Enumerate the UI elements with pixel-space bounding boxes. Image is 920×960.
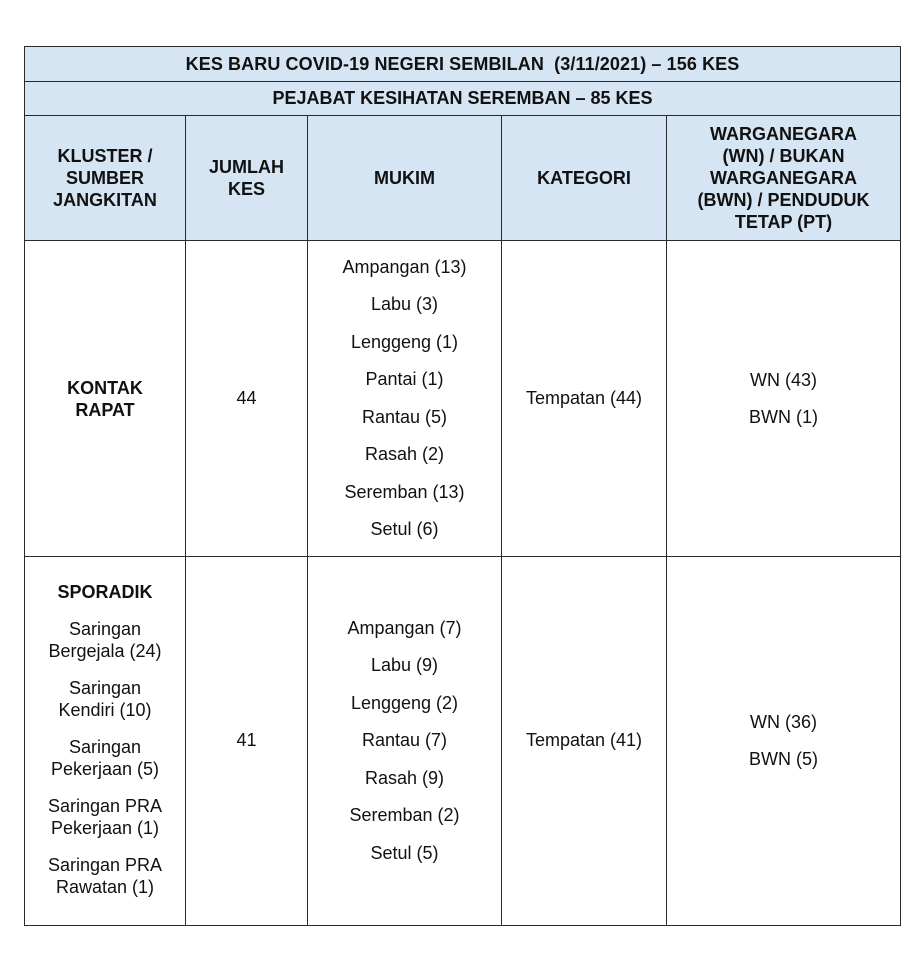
header-kategori: KATEGORI <box>502 116 667 241</box>
mukim-item: Lenggeng (1) <box>350 331 459 352</box>
kluster-item-line: Pekerjaan (5) <box>50 758 160 779</box>
mukim-cell <box>308 557 502 926</box>
table-subtitle: PEJABAT KESIHATAN SEREMBAN – 85 KES <box>25 82 901 116</box>
title-row <box>25 47 901 82</box>
mukim-item: Pantai (1) <box>365 369 444 389</box>
kluster-item <box>25 618 185 662</box>
mukim-item: Seremban (2) <box>349 805 460 826</box>
kluster-item-line: Kendiri (10) <box>58 699 152 720</box>
warganegara-item: WN (36) <box>750 712 817 732</box>
kluster-item-line: Saringan <box>68 677 142 698</box>
header-warganegara <box>667 116 901 241</box>
mukim-item: Ampangan (7) <box>347 617 462 638</box>
kluster-item-line: Bergejala (24) <box>48 640 162 661</box>
jumlah-cell: 41 <box>186 557 308 926</box>
kluster-cell <box>25 557 186 926</box>
header-warganegara-line: (WN) / BUKAN <box>722 146 845 166</box>
warganegara-item: WN (43) <box>750 369 817 390</box>
header-kluster-line: SUMBER <box>65 168 144 188</box>
mukim-item: Rasah (9) <box>364 767 445 788</box>
mukim-item: Rantau (5) <box>361 406 448 427</box>
kluster-line: RAPAT <box>75 399 135 420</box>
kluster-item-line: Saringan <box>68 618 142 639</box>
mukim-item: Labu (3) <box>370 294 439 314</box>
kluster-item <box>25 795 185 839</box>
kluster-item <box>25 736 185 780</box>
kluster-cell <box>25 241 186 557</box>
kluster-item-line: Saringan <box>68 736 142 757</box>
table-title: KES BARU COVID-19 NEGERI SEMBILAN (3/11/2021) – 156 KES <box>25 47 901 82</box>
warganegara-item: BWN (5) <box>749 749 818 769</box>
mukim-item: Setul (6) <box>370 519 439 539</box>
jumlah-cell: 44 <box>186 241 308 557</box>
header-warganegara-line: TETAP (PT) <box>734 212 833 232</box>
header-warganegara-line: WARGANEGARA <box>710 124 857 144</box>
kluster-line: KONTAK <box>67 377 143 398</box>
header-kluster <box>25 116 186 241</box>
covid-cases-table <box>24 46 901 926</box>
header-kluster-line: JANGKITAN <box>53 190 157 210</box>
warganegara-cell <box>667 241 901 557</box>
mukim-item: Seremban (13) <box>344 481 465 502</box>
mukim-item: Setul (5) <box>370 842 439 863</box>
kluster-item <box>25 677 185 721</box>
kluster-item-line: Saringan PRA <box>47 795 163 816</box>
kluster-item-line: Saringan PRA <box>47 854 163 875</box>
header-warganegara-line: WARGANEGARA <box>710 168 857 188</box>
mukim-item: Labu (9) <box>370 655 439 676</box>
mukim-cell <box>308 241 502 557</box>
table-row <box>25 557 901 926</box>
kategori-cell: Tempatan (41) <box>502 557 667 926</box>
mukim-item: Rantau (7) <box>361 730 448 751</box>
header-jumlah-line: JUMLAH <box>209 157 284 177</box>
column-header-row <box>25 116 901 241</box>
subtitle-row <box>25 82 901 116</box>
warganegara-item: BWN (1) <box>749 406 818 427</box>
warganegara-cell <box>667 557 901 926</box>
mukim-item: Lenggeng (2) <box>350 692 459 713</box>
kategori-cell: Tempatan (44) <box>502 241 667 557</box>
header-jumlah <box>186 116 308 241</box>
kluster-item-line: Pekerjaan (1) <box>50 817 160 838</box>
header-warganegara-line: (BWN) / PENDUDUK <box>697 190 870 210</box>
header-kluster-line: KLUSTER / <box>57 146 153 166</box>
mukim-item: Ampangan (13) <box>342 256 467 277</box>
kluster-item <box>25 854 185 898</box>
header-jumlah-line: KES <box>227 179 265 199</box>
mukim-item: Rasah (2) <box>364 444 445 464</box>
header-mukim: MUKIM <box>308 116 502 241</box>
kluster-heading: SPORADIK <box>57 581 153 602</box>
kluster-item-line: Rawatan (1) <box>55 876 155 897</box>
table-row <box>25 241 901 557</box>
